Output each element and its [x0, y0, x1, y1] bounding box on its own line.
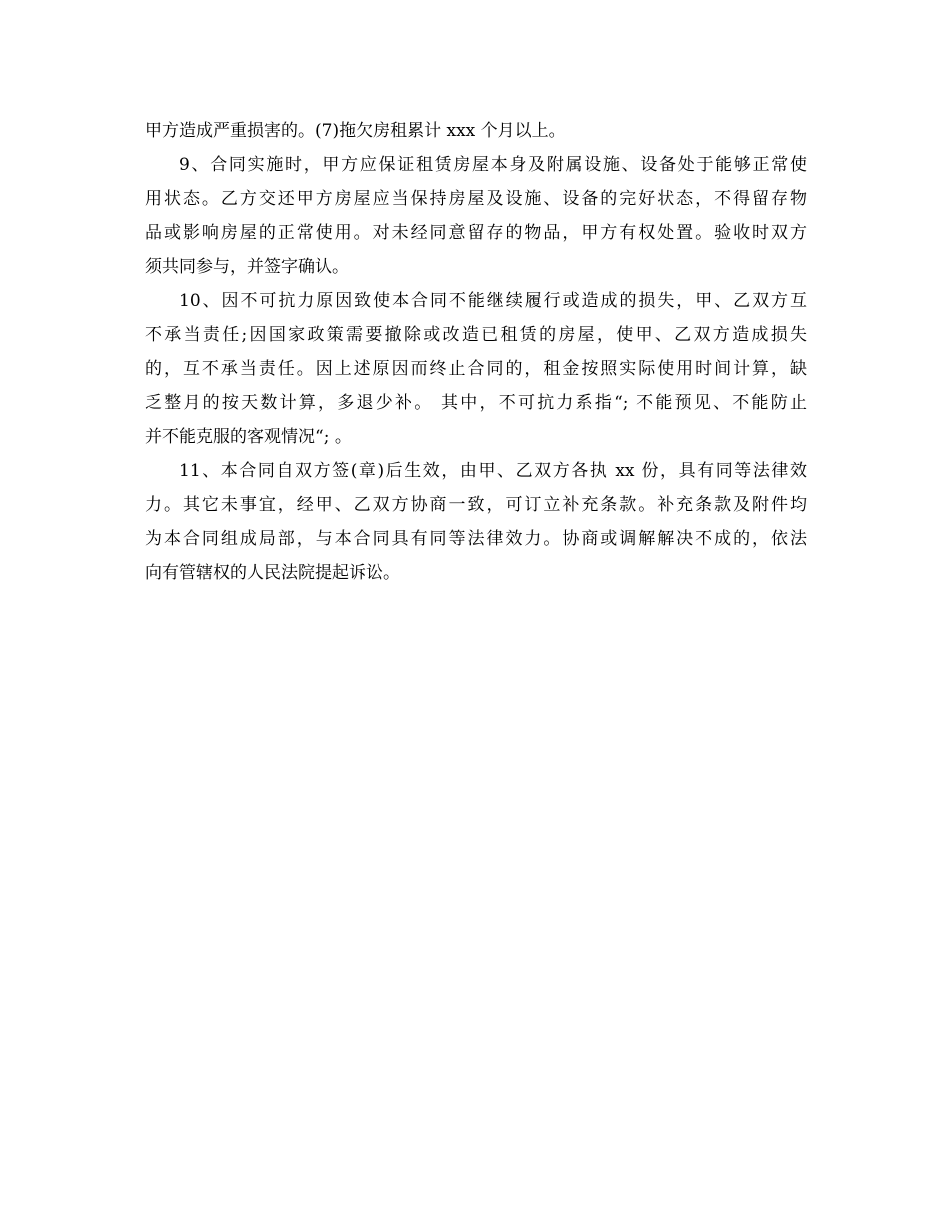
text-line: 11、本合同自双方签(章)后生效，由甲、乙双方各执 xx 份，具有同等法律效 [179, 461, 807, 481]
text-line: 不承当责任;因国家政策需要撤除或改造已租赁的房屋，使甲、乙双方造成损失 [145, 325, 807, 345]
text-line: 为本合同组成局部，与本合同具有同等法律效力。协商或调解解决不成的，依法 [145, 529, 807, 549]
text-line: 并不能克服的客观情况“; 。 [145, 427, 352, 447]
text-line: 须共同参与，并签字确认。 [145, 257, 349, 277]
text-line: 力。其它未事宜，经甲、乙双方协商一致，可订立补充条款。补充条款及附件均 [145, 495, 807, 515]
text-line: 甲方造成严重损害的。(7)拖欠房租累计 xxx 个月以上。 [145, 121, 566, 141]
text-line: 9、合同实施时，甲方应保证租赁房屋本身及附属设施、设备处于能够正常使 [179, 155, 807, 175]
text-line: 向有管辖权的人民法院提起诉讼。 [145, 563, 400, 583]
text-line: 10、因不可抗力原因致使本合同不能继续履行或造成的损失，甲、乙双方互 [179, 291, 807, 311]
text-line: 品或影响房屋的正常使用。对未经同意留存的物品，甲方有权处置。验收时双方 [145, 223, 807, 243]
text-line: 乏整月的按天数计算，多退少补。 其中，不可抗力系指“; 不能预见、不能防止 [145, 393, 807, 413]
document-body [145, 114, 807, 590]
text-line: 的，互不承当责任。因上述原因而终止合同的，租金按照实际使用时间计算，缺 [145, 359, 807, 379]
text-line: 用状态。乙方交还甲方房屋应当保持房屋及设施、设备的完好状态，不得留存物 [145, 189, 807, 209]
